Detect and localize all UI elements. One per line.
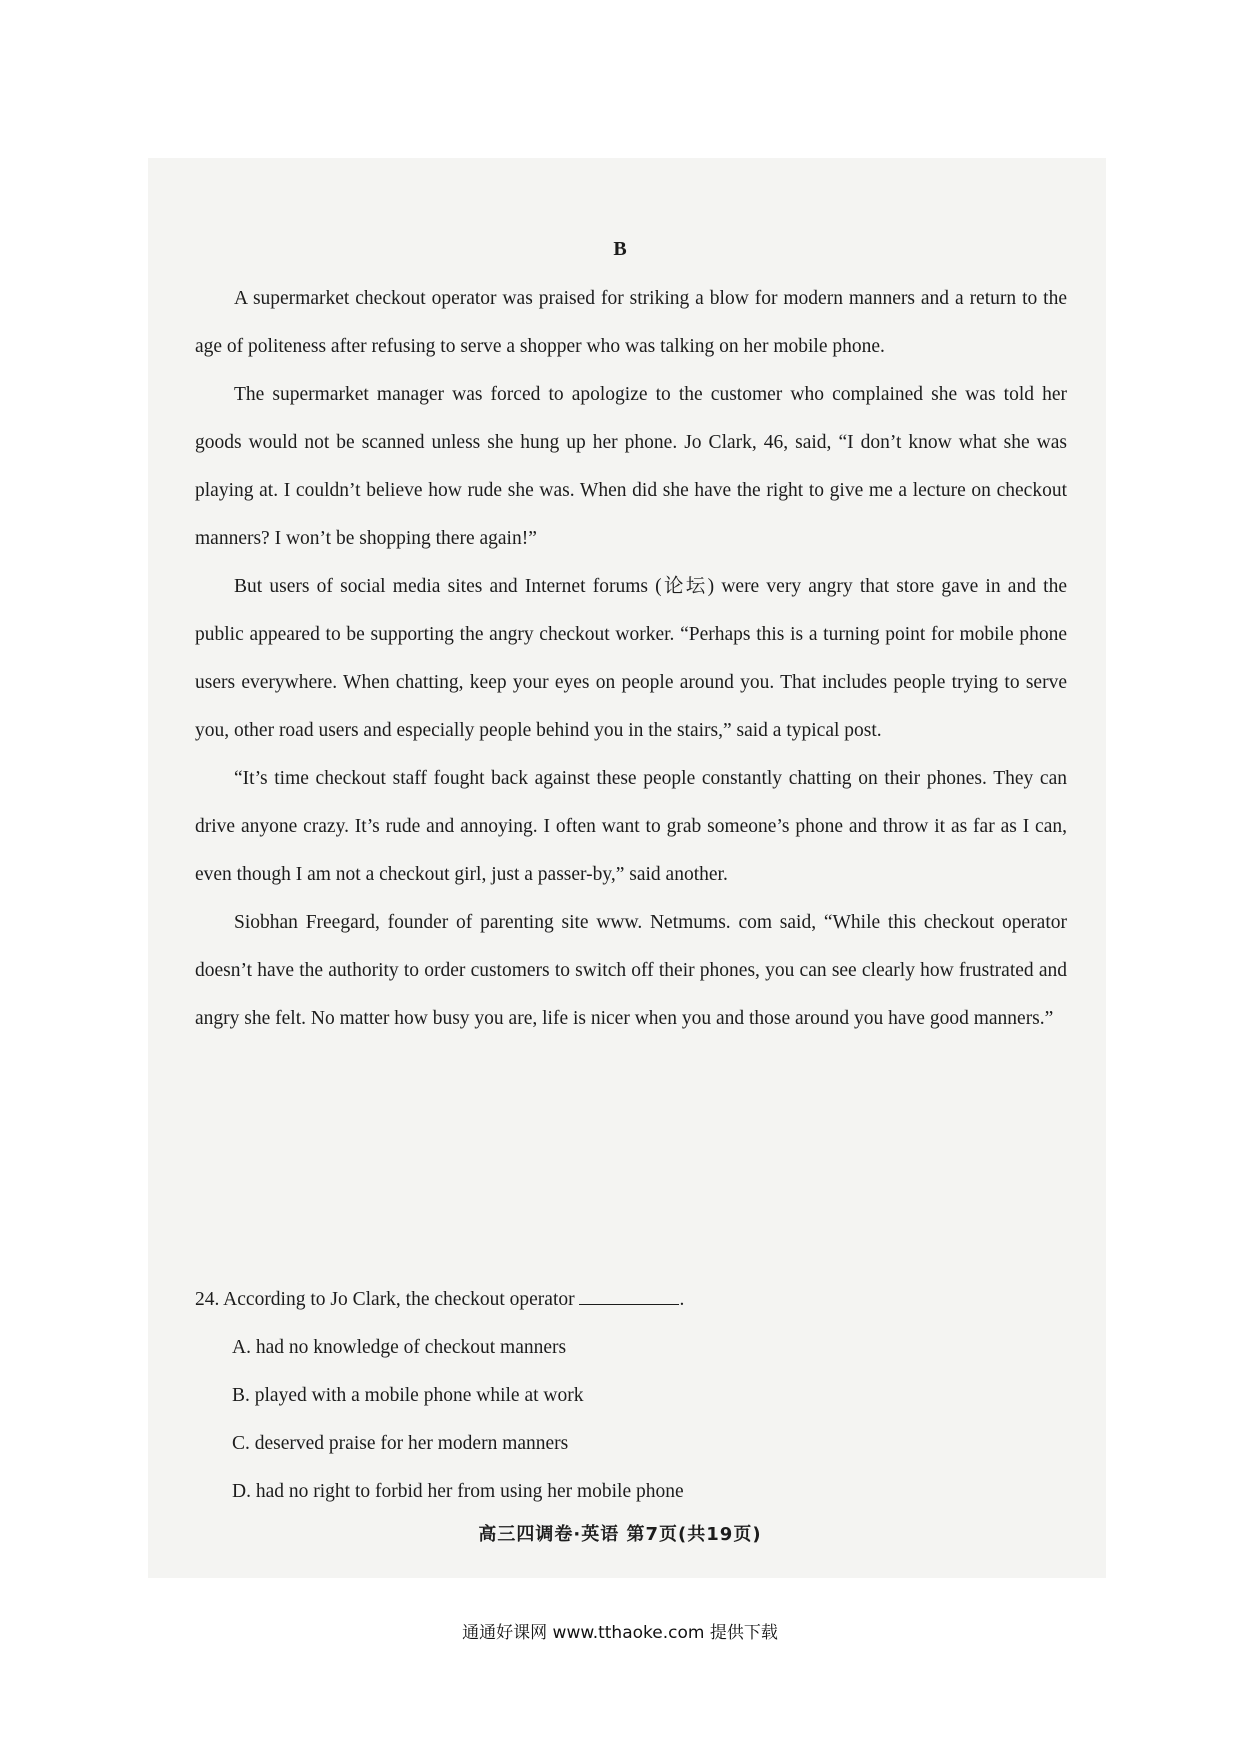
question-24: [195, 1276, 1067, 1516]
option-c: C. deserved praise for her modern manners: [232, 1433, 569, 1454]
option-a: A. had no knowledge of checkout manners: [232, 1337, 567, 1358]
passage-paragraph: “It’s time checkout staff fought back against these people constantly chatting on their phones. They can drive anyone crazy. It’s rude and annoying. I often want to grab someone’s phone and throw it as far as I can, even though I am not a checkout girl, just a passer-by,” said another.: [195, 768, 1067, 885]
question-stem-end: .: [679, 1289, 685, 1310]
answer-blank: [579, 1283, 679, 1305]
passage-paragraph: A supermarket checkout operator was praised for striking a blow for modern manners and a return to the age of politeness after refusing to serve a shopper who was talking on her mobile phone.: [195, 288, 1067, 357]
passage-paragraph: But users of social media sites and Internet forums (论坛) were very angry that store gave in and the public appeared to be supporting the angry checkout worker. “Perhaps this is a turning point for mobile phone users everywhere. When chatting, keep your eyes on people around you. That includes people trying to serve you, other road users and especially people behind you in the stairs,” said a typical post.: [195, 576, 1067, 741]
option-d: D. had no right to forbid her from using her mobile phone: [232, 1481, 684, 1502]
passage-paragraph: Siobhan Freegard, founder of parenting site www. Netmums. com said, “While this checkout operator doesn’t have the authority to order customers to switch off their phones, you can see clearly how frustrated and angry she felt. No matter how busy you are, life is nicer when you and those around you have good manners.”: [195, 912, 1067, 1029]
reading-passage: [195, 275, 1067, 1043]
question-stem: [195, 1276, 1067, 1324]
question-stem-text: 24. According to Jo Clark, the checkout operator: [195, 1289, 575, 1310]
option-b: B. played with a mobile phone while at work: [232, 1385, 584, 1406]
passage-paragraph: The supermarket manager was forced to apologize to the customer who complained she was told her goods would not be scanned unless she hung up her phone. Jo Clark, 46, said, “I don’t know what she was playing at. I couldn’t believe how rude she was. When did she have the right to give me a lecture on checkout manners? I won’t be shopping there again!”: [195, 384, 1067, 549]
page-footer: 高三四调卷·英语 第7页(共19页): [478, 1524, 762, 1545]
section-heading: B: [613, 238, 627, 260]
answer-options: [195, 1324, 1067, 1516]
download-note: 通通好课网 www.tthaoke.com 提供下载: [462, 1623, 778, 1643]
